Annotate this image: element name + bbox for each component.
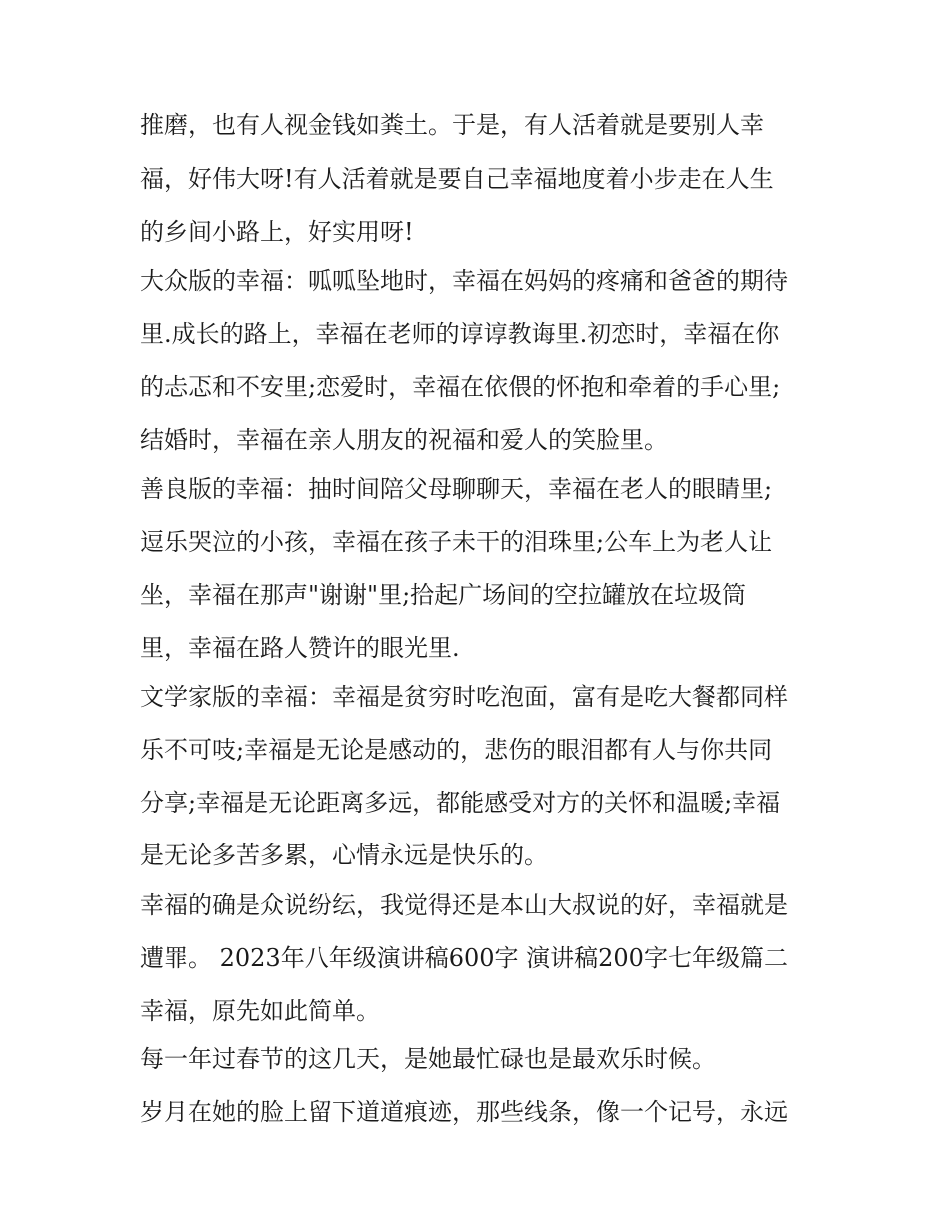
text-line: 坐，幸福在那声"谢谢"里;拾起广场间的空拉罐放在垃圾筒 [140, 581, 747, 609]
text-line: 岁月在她的脸上留下道道痕迹，那些线条，像一个记号，永远 [140, 1098, 788, 1126]
text-line: 大众版的幸福：呱呱坠地时，幸福在妈妈的疼痛和爸爸的期待 [140, 267, 788, 295]
text-line: 里.成长的路上，幸福在老师的谆谆教诲里.初恋时，幸福在你 [140, 320, 780, 348]
text-line: 推磨，也有人视金钱如粪土。于是，有人活着就是要别人幸 [140, 111, 764, 139]
text-line: 幸福，原先如此简单。 [140, 997, 380, 1025]
text-line: 文学家版的幸福：幸福是贫穷时吃泡面，富有是吃大餐都同样 [140, 683, 788, 711]
text-line: 的乡间小路上，好实用呀! [140, 218, 414, 246]
text-line: 遭罪。 2023年八年级演讲稿600字 演讲稿200字七年级篇二 [140, 944, 788, 972]
text-line: 分享;幸福是无论距离多远，都能感受对方的关怀和温暖;幸福 [140, 789, 781, 817]
text-line: 幸福的确是众说纷纭，我觉得还是本山大叔说的好，幸福就是 [140, 891, 788, 919]
text-line: 每一年过春节的这几天，是她最忙碌也是最欢乐时候。 [140, 1045, 716, 1073]
text-line: 的忐忑和不安里;恋爱时，幸福在依偎的怀抱和牵着的手心里; [140, 373, 781, 401]
text-line: 里，幸福在路人赞许的眼光里. [140, 634, 460, 662]
text-line: 福，好伟大呀!有人活着就是要自己幸福地度着小步走在人生 [140, 165, 774, 193]
text-line: 逗乐哭泣的小孩，幸福在孩子未干的泪珠里;公车上为老人让 [140, 528, 773, 556]
text-line: 结婚时，幸福在亲人朋友的祝福和爱人的笑脸里。 [140, 426, 668, 454]
text-line: 是无论多苦多累，心情永远是快乐的。 [140, 841, 548, 869]
text-line: 乐不可吱;幸福是无论是感动的，悲伤的眼泪都有人与你共同 [140, 736, 773, 764]
text-line: 善良版的幸福：抽时间陪父母聊聊天，幸福在老人的眼睛里; [140, 475, 773, 503]
